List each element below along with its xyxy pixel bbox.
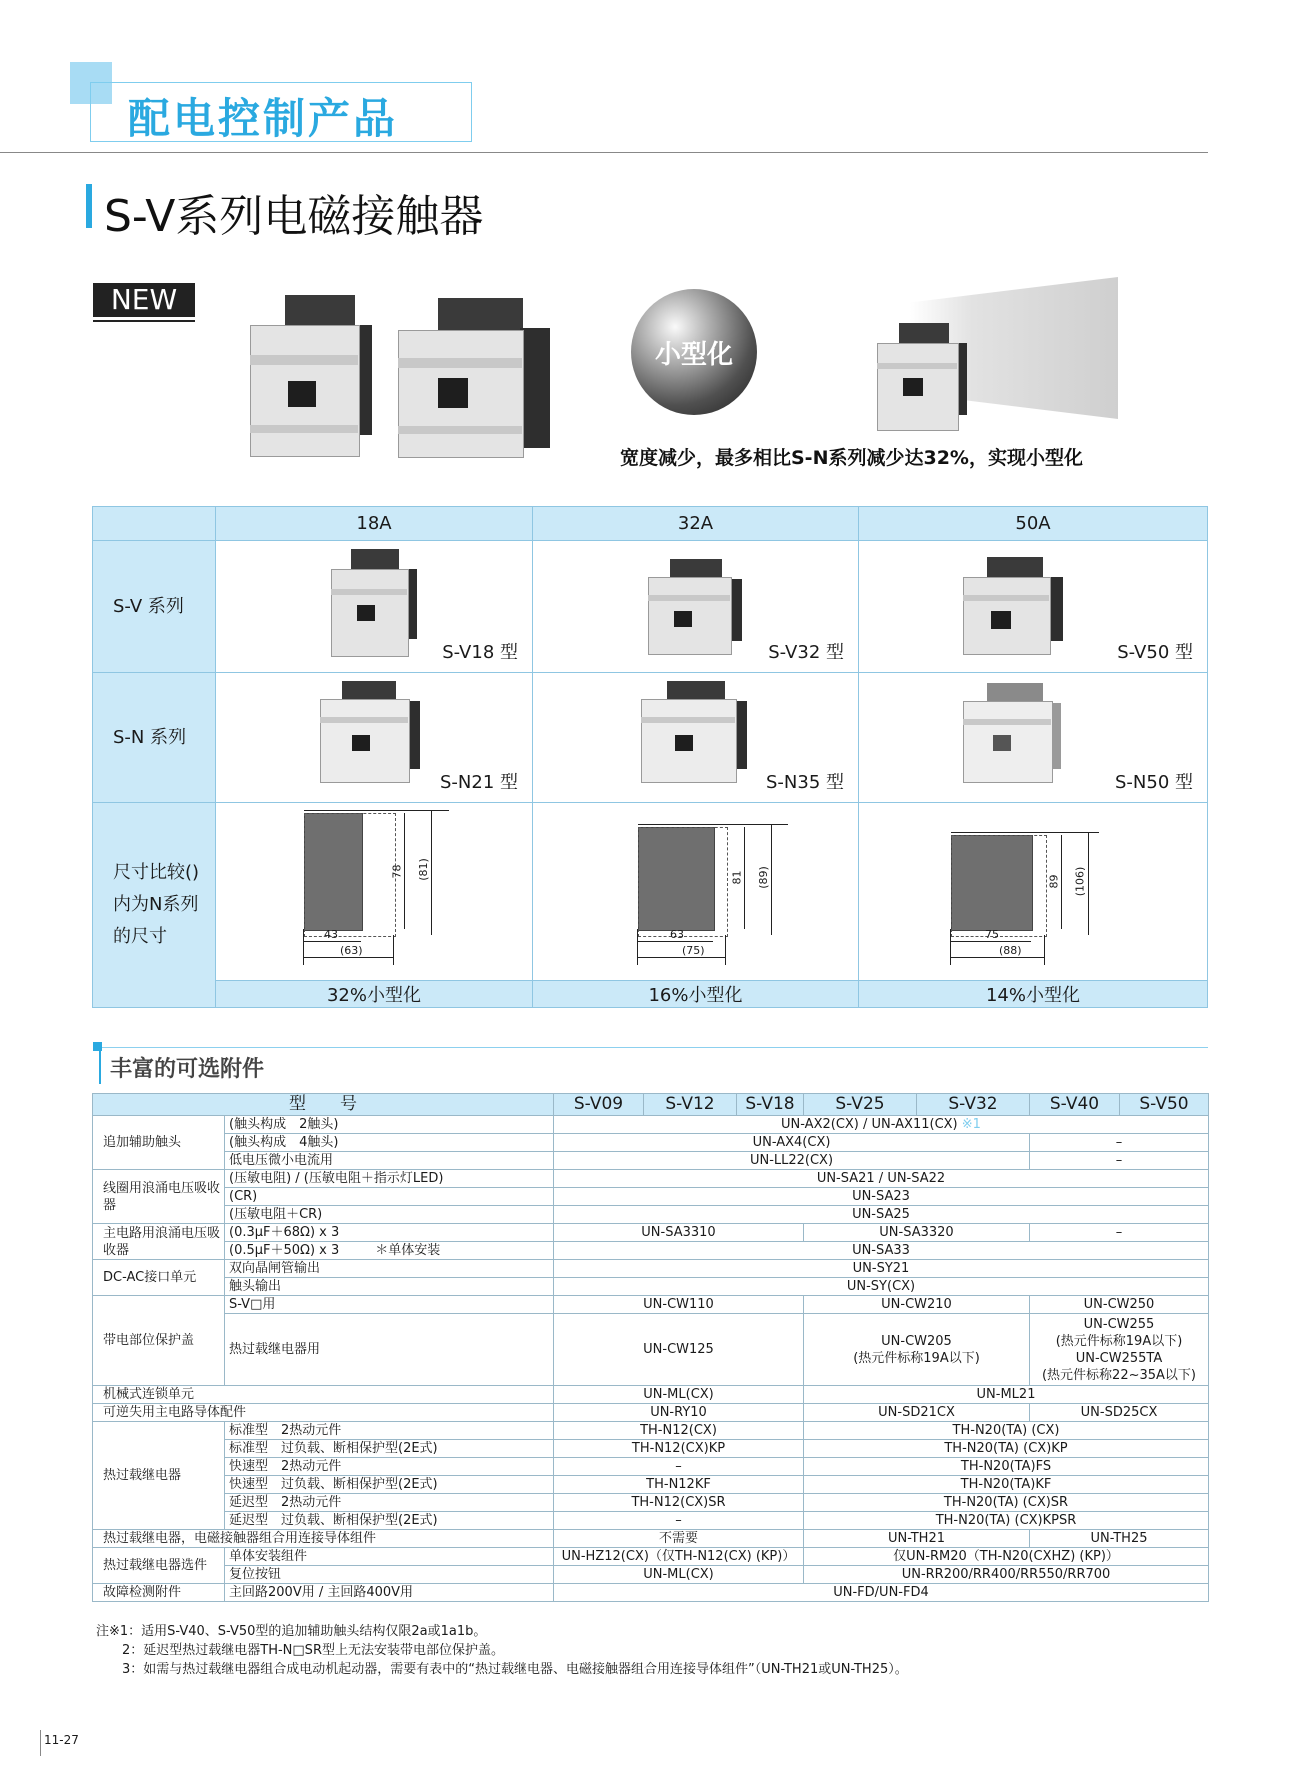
item-label: 快速型 2热动元件 [225, 1458, 554, 1476]
table-row [93, 1512, 1209, 1530]
header-divider [0, 152, 1208, 153]
dim-width-18a: 43 [324, 928, 338, 941]
dim-drawing-32a [638, 813, 808, 973]
item-label: 标准型 过负载、断相保护型(2E式) [225, 1440, 554, 1458]
table-row [93, 1152, 1209, 1170]
product-photo-sn21 [320, 681, 424, 789]
item-label: 延迟型 过负载、断相保护型(2E式) [225, 1512, 554, 1530]
model-sn21: S-N21 型 [439, 772, 518, 793]
accessories-accent-square [93, 1042, 102, 1051]
dim-width-32a: 63 [670, 928, 684, 941]
footnote-mark: ※1 [961, 1117, 981, 1132]
table-cell: UN-SA3320 [804, 1224, 1030, 1242]
table-cell: UN-SY21 [554, 1260, 1209, 1278]
table-row [93, 1494, 1209, 1512]
dim-cell-18a [216, 803, 533, 981]
reduction-50a: 14%小型化 [859, 981, 1208, 1008]
model-sv32: S-V32 型 [768, 642, 844, 663]
dim-drawing-18a [304, 813, 464, 973]
cell-sv50 [859, 541, 1208, 673]
reduction-32a: 16%小型化 [533, 981, 859, 1008]
item-label: (0.3μF＋68Ω) x 3 [225, 1224, 554, 1242]
table-cell: – [1030, 1152, 1209, 1170]
group-label: 机械式连锁单元 [93, 1386, 554, 1404]
model-sv18: S-V18 型 [442, 642, 518, 663]
table-cell: TH-N12(CX)KP [554, 1440, 804, 1458]
item-label: (0.5μF＋50Ω) x 3 ＊单体安装 [225, 1242, 554, 1260]
table-cell: UN-HZ12(CX)（仅TH-N12(CX) (KP)） [554, 1548, 804, 1566]
item-label: 单体安装组件 [225, 1548, 554, 1566]
table-cell: UN-FD/UN-FD4 [554, 1584, 1209, 1602]
col-50a: 50A [859, 507, 1208, 541]
table-cell: UN-ML(CX) [554, 1566, 804, 1584]
cell-sv18 [216, 541, 533, 673]
header-model: 型 号 [93, 1094, 554, 1116]
table-row [93, 1260, 1209, 1278]
header-sv18: S-V18 [737, 1094, 804, 1116]
table-row [93, 1296, 1209, 1314]
cell-sn50 [859, 673, 1208, 803]
table-cell: UN-CW210 [804, 1296, 1030, 1314]
corner-cell [93, 507, 216, 541]
table-row [93, 1242, 1209, 1260]
table-cell: UN-CW250 [1030, 1296, 1209, 1314]
dim-width-50a: 75 [985, 928, 999, 941]
table-row [93, 1476, 1209, 1494]
table-cell: UN-SA25 [554, 1206, 1209, 1224]
table-cell: UN-SA21 / UN-SA22 [554, 1170, 1209, 1188]
table-row [93, 1386, 1209, 1404]
cell-value: UN-AX2(CX) / UN-AX11(CX) [781, 1117, 958, 1132]
table-row [93, 1422, 1209, 1440]
product-photo-sn50 [963, 683, 1067, 789]
table-cell [554, 1116, 1209, 1134]
table-cell: – [554, 1458, 804, 1476]
product-photo-sn35 [641, 681, 751, 789]
table-cell: UN-SD25CX [1030, 1404, 1209, 1422]
dim-height-18a: 78 [390, 864, 404, 879]
table-cell: TH-N20(TA) (CX)SR [804, 1494, 1209, 1512]
section-accent-bar [86, 184, 92, 228]
dim-drawing-50a [951, 813, 1121, 973]
table-row [93, 1404, 1209, 1422]
cell-sn35 [533, 673, 859, 803]
table-cell: TH-N12(CX)SR [554, 1494, 804, 1512]
dim-height-32a: 81 [730, 870, 744, 885]
section-title: S-V系列电磁接触器 [104, 191, 484, 242]
table-cell: UN-TH25 [1030, 1530, 1209, 1548]
item-label: (触头构成 4触头) [225, 1134, 554, 1152]
row-label-sv: S-V 系列 [93, 541, 216, 673]
product-photo-sv32 [648, 559, 748, 657]
table-row [93, 1188, 1209, 1206]
table-cell: UN-SA3310 [554, 1224, 804, 1242]
table-cell: UN-SA23 [554, 1188, 1209, 1206]
table-cell: 仅UN-RM20（TH-N20(CXHZ) (KP)） [804, 1548, 1209, 1566]
table-cell: TH-N20(TA)FS [804, 1458, 1209, 1476]
group-label: 热过载继电器选件 [93, 1548, 225, 1584]
category-title: 配电控制产品 [128, 94, 399, 143]
table-row [93, 1224, 1209, 1242]
item-label: (CR) [225, 1188, 554, 1206]
table-cell: UN-CW205 (热元件标称19A以下) [804, 1314, 1030, 1386]
table-cell: UN-SY(CX) [554, 1278, 1209, 1296]
dim-width-n-18a: (63) [340, 944, 363, 957]
item-label: 快速型 过负载、断相保护型(2E式) [225, 1476, 554, 1494]
table-cell: – [1030, 1224, 1209, 1242]
new-badge-underline [93, 320, 195, 322]
item-label: 延迟型 2热动元件 [225, 1494, 554, 1512]
product-photo-sv [250, 295, 390, 460]
group-label: DC-AC接口单元 [93, 1260, 225, 1296]
header-sv09: S-V09 [554, 1094, 644, 1116]
table-cell: UN-LL22(CX) [554, 1152, 1030, 1170]
item-label: S-V□用 [225, 1296, 554, 1314]
col-32a: 32A [533, 507, 859, 541]
group-label: 热过载继电器 [93, 1422, 225, 1530]
header-sv12: S-V12 [644, 1094, 737, 1116]
footnote-2: 2：延迟型热过载继电器TH-N□SR型上无法安装带电部位保护盖。 [96, 1643, 504, 1658]
accessories-table [92, 1093, 1209, 1602]
footnotes [96, 1622, 908, 1679]
table-row [93, 1170, 1209, 1188]
model-sn35: S-N35 型 [765, 772, 844, 793]
product-photo-sv50 [963, 557, 1067, 657]
table-cell: TH-N12(CX) [554, 1422, 804, 1440]
dim-width-n-32a: (75) [682, 944, 705, 957]
table-cell: TH-N20(TA) (CX)KP [804, 1440, 1209, 1458]
table-cell: UN-CW110 [554, 1296, 804, 1314]
page-number-rule [40, 1730, 41, 1756]
item-label: 主回路200V用 / 主回路400V用 [225, 1584, 554, 1602]
item-label: 热过载继电器用 [225, 1314, 554, 1386]
footnote-3: 3：如需与热过载继电器组合成电动机起动器，需要有表中的“热过载继电器、电磁接触器组合用连接导体组件”（UN-TH21或UN-TH25）。 [96, 1662, 908, 1677]
product-photo-compact [877, 323, 972, 431]
table-row [93, 1458, 1209, 1476]
group-label: 可逆失用主电路导体配件 [93, 1404, 554, 1422]
dim-height-n-32a: (89) [756, 866, 770, 889]
col-18a: 18A [216, 507, 533, 541]
model-sv50: S-V50 型 [1117, 642, 1193, 663]
header-sv25: S-V25 [804, 1094, 917, 1116]
accessories-title: 丰富的可选附件 [110, 1057, 265, 1082]
cell-sv32 [533, 541, 859, 673]
dim-height-n-50a: (106) [1073, 866, 1087, 897]
new-badge: NEW [93, 283, 195, 317]
table-cell: TH-N12KF [554, 1476, 804, 1494]
item-label: (压敏电阻) / (压敏电阻＋指示灯LED) [225, 1170, 554, 1188]
table-cell: UN-SA33 [554, 1242, 1209, 1260]
comparison-table [92, 506, 1208, 1008]
group-label: 线圈用浪涌电压吸收器 [93, 1170, 225, 1224]
product-photo-sv-large [398, 298, 558, 463]
table-row [93, 1440, 1209, 1458]
header-sv32: S-V32 [917, 1094, 1030, 1116]
group-label: 主电路用浪涌电压吸收器 [93, 1224, 225, 1260]
accessories-accent-bar [99, 1051, 101, 1084]
table-cell: – [554, 1512, 804, 1530]
group-label: 追加辅助触头 [93, 1116, 225, 1170]
table-row [93, 1206, 1209, 1224]
dim-width-n-50a: (88) [999, 944, 1022, 957]
table-row [93, 1566, 1209, 1584]
dim-height-n-18a: (81) [416, 858, 430, 881]
table-row [93, 1278, 1209, 1296]
table-cell: UN-ML(CX) [554, 1386, 804, 1404]
table-cell: UN-TH21 [804, 1530, 1030, 1548]
item-label: 双向晶闸管输出 [225, 1260, 554, 1278]
table-row [93, 1314, 1209, 1386]
item-label: 标准型 2热动元件 [225, 1422, 554, 1440]
item-label: 触头输出 [225, 1278, 554, 1296]
header-sv50: S-V50 [1120, 1094, 1209, 1116]
table-row [93, 1584, 1209, 1602]
table-cell: 不需要 [554, 1530, 804, 1548]
table-row [93, 1530, 1209, 1548]
table-header-row [93, 1094, 1209, 1116]
row-label-dims: 尺寸比较() 内为N系列 的尺寸 [93, 803, 216, 1008]
footnote-1: 注※1：适用S-V40、S-V50型的追加辅助触头结构仅限2a或1a1b。 [96, 1624, 487, 1639]
item-label: 低电压微小电流用 [225, 1152, 554, 1170]
table-cell: UN-AX4(CX) [554, 1134, 1030, 1152]
table-row [93, 1548, 1209, 1566]
table-cell: TH-N20(TA) (CX)KPSR [804, 1512, 1209, 1530]
table-row [93, 1134, 1209, 1152]
row-label-sn: S-N 系列 [93, 673, 216, 803]
group-label: 热过载继电器，电磁接触器组合用连接导体组件 [93, 1530, 554, 1548]
table-cell: UN-CW255 (热元件标称19A以下) UN-CW255TA (热元件标称22~35A以下) [1030, 1314, 1209, 1386]
accessories-divider [99, 1047, 1208, 1048]
table-cell: TH-N20(TA)KF [804, 1476, 1209, 1494]
item-label: (触头构成 2触头) [225, 1116, 554, 1134]
item-label: (压敏电阻＋CR) [225, 1206, 554, 1224]
dim-cell-50a [859, 803, 1208, 981]
table-cell: UN-CW125 [554, 1314, 804, 1386]
table-row [93, 1116, 1209, 1134]
table-cell: UN-RR200/RR400/RR550/RR700 [804, 1566, 1209, 1584]
cell-sn21 [216, 673, 533, 803]
dim-height-50a: 89 [1047, 874, 1061, 889]
table-cell: UN-ML21 [804, 1386, 1209, 1404]
table-cell: – [1030, 1134, 1209, 1152]
header-sv40: S-V40 [1030, 1094, 1120, 1116]
table-cell: UN-RY10 [554, 1404, 804, 1422]
model-sn50: S-N50 型 [1114, 772, 1193, 793]
reduction-18a: 32%小型化 [216, 981, 533, 1008]
orb-label: 小型化 [654, 340, 733, 370]
item-label: 复位按钮 [225, 1566, 554, 1584]
page-number: 11-27 [44, 1733, 79, 1747]
group-label: 故障检测附件 [93, 1584, 225, 1602]
group-label: 带电部位保护盖 [93, 1296, 225, 1386]
dim-cell-32a [533, 803, 859, 981]
table-cell: UN-SD21CX [804, 1404, 1030, 1422]
table-cell: TH-N20(TA) (CX) [804, 1422, 1209, 1440]
product-photo-sv18 [331, 549, 423, 657]
intro-caption: 宽度减少，最多相比S-N系列减少达32%，实现小型化 [620, 447, 1083, 469]
